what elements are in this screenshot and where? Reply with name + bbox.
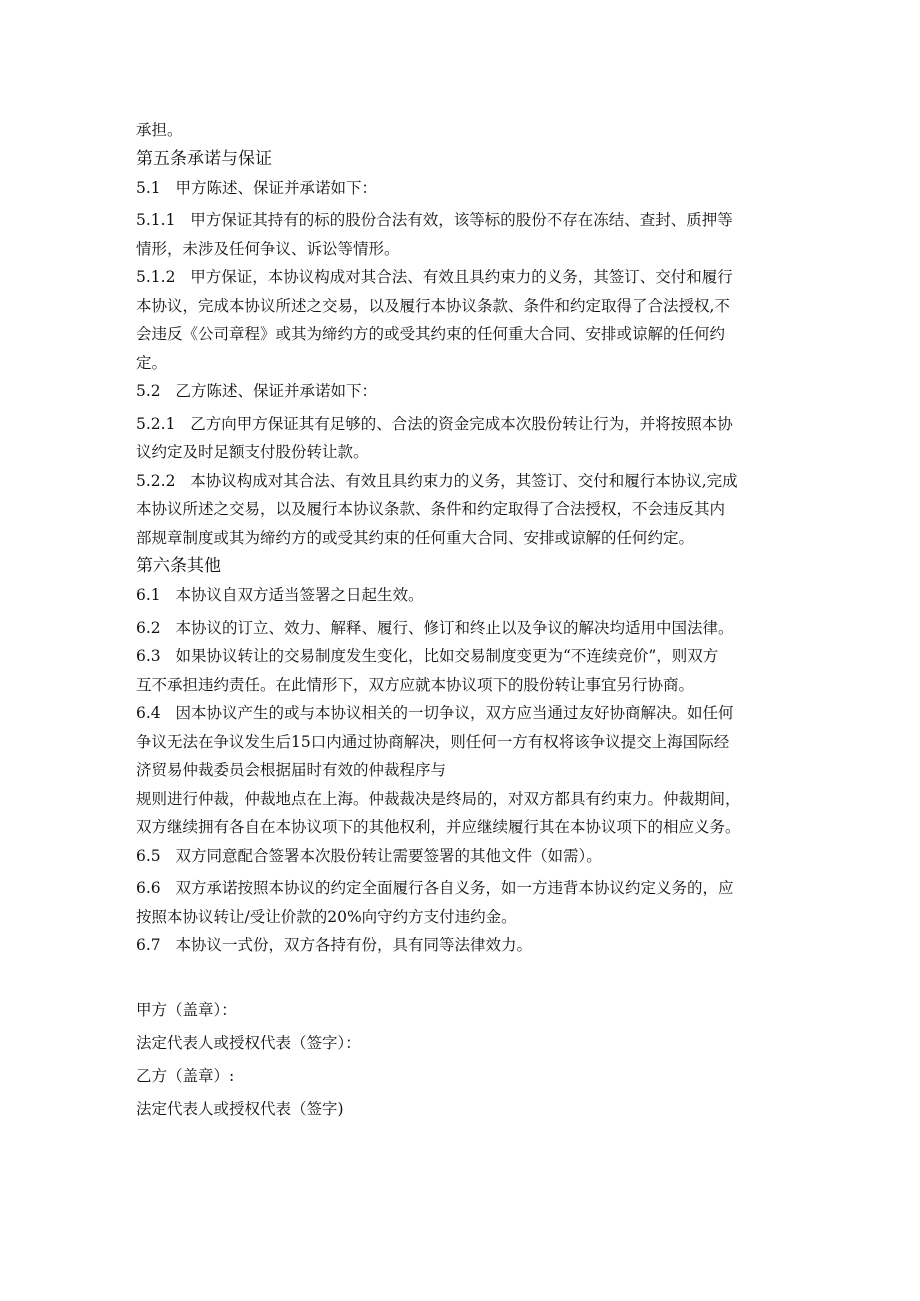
clause-text: 本协议的订立、效力、解释、履行、修订和终止以及争议的解决均适用中国法律。 [175, 618, 734, 637]
clause-text: 本协议一式份，双方各持有份，具有同等法律效力。 [175, 936, 532, 954]
clause-text: 双方承诺按照本协议的约定全面履行各自义务，如一方违背本协议约定义务的，应 [175, 879, 734, 897]
clause-number: 6.7 [136, 936, 161, 954]
clause-number: 5.1 [136, 178, 161, 197]
clause-text: 因本协议产生的或与本协议相关的一切争议，双方应当通过友好协商解决。如任何 [175, 704, 734, 722]
clause-6-6-line2: 按照本协议转让/受让价款的20%向守约方支付违约金。 [136, 907, 517, 926]
party-b-representative-label: 法定代表人或授权代表（签字) [136, 1099, 344, 1118]
clause-number: 6.1 [136, 586, 161, 604]
clause-5-1-2-line4: 定。 [136, 353, 168, 372]
clause-number: 5.2.2 [136, 471, 176, 490]
clause-6-5 [136, 842, 796, 871]
clause-number: 6.6 [136, 879, 161, 897]
clause-text: 乙方向甲方保证其有足够的、合法的资金完成本次股份转让行为，并将按照本协 [190, 414, 733, 433]
clause-text: 本协议构成对其合法、有效且具约束力的义务，其签订、交付和履行本协议,完成 [190, 471, 738, 490]
clause-number: 6.2 [136, 618, 161, 637]
clause-5-1-1-line1 [136, 206, 796, 235]
clause-5-1-2-line2: 本协议，完成本协议所述之交易，以及履行本协议条款、条件和约定取得了合法授权,不 [136, 296, 730, 315]
clause-number: 6.5 [136, 846, 161, 865]
clause-6-6-line1 [136, 874, 796, 903]
clause-text: 双方同意配合签署本次股份转让需要签署的其他文件（如需）。 [175, 846, 602, 865]
clause-5-2-2-line1 [136, 467, 796, 496]
clause-5-2-2-line3: 部规章制度或其为缔约方的或受其约束的任何重大合同、安排或谅解的任何约定。 [136, 528, 695, 547]
clause-6-4-line5: 双方继续拥有各自在本协议项下的其他权利，并应继续履行其在本协议项下的相应义务。 [136, 818, 741, 836]
carryover-text: 承担。 [136, 121, 183, 139]
clause-number: 6.3 [136, 647, 161, 665]
clause-text: 乙方陈述、保证并承诺如下： [175, 382, 377, 400]
clause-5-1-1-line2: 情形，未涉及任何争议、诉讼等情形。 [136, 239, 400, 258]
clause-6-4-line3: 济贸易仲裁委员会根据届时有效的仲裁程序与 [136, 761, 447, 779]
clause-number: 5.2 [136, 382, 161, 400]
clause-6-1 [136, 581, 796, 610]
clause-text: 甲方陈述、保证并承诺如下： [175, 178, 377, 197]
clause-5-2-1-line2: 议约定及时足额支付股份转让款。 [136, 443, 369, 461]
clause-6-2 [136, 614, 796, 643]
clause-text: 甲方保证其持有的标的股份合法有效，该等标的股份不存在冻结、查封、质押等 [190, 211, 733, 229]
clause-6-4-line1 [136, 699, 796, 728]
party-b-seal-label: 乙方（盖章）: [136, 1066, 235, 1085]
clause-number: 5.2.1 [136, 414, 176, 433]
clause-text: 如果协议转让的交易制度发生变化，比如交易制度变更为“不连续竞价”，则双方 [175, 647, 719, 665]
clause-6-4-line4: 规则进行仲裁，仲裁地点在上海。仲裁裁决是终局的，对双方都具有约束力。仲裁期间， [136, 789, 741, 808]
clause-5-2 [136, 377, 796, 406]
clause-number: 5.1.1 [136, 211, 176, 229]
clause-6-3-line2: 互不承担违约责任。在此情形下，双方应就本协议项下的股份转让事宜另行协商。 [136, 675, 695, 694]
clause-text: 甲方保证，本协议构成对其合法、有效且具约束力的义务，其签订、交付和履行 [190, 268, 733, 286]
document-body [136, 116, 796, 1126]
clause-6-3-line1 [136, 642, 796, 671]
clause-5-2-1-line1 [136, 410, 796, 439]
article-6-title: 第六条其他 [136, 556, 221, 576]
clause-6-7 [136, 931, 796, 960]
clause-5-2-2-line2: 本协议所述之交易，以及履行本协议条款、条件和约定取得了合法授权，不会违反其内 [136, 500, 726, 518]
article-5-title: 第五条承诺与保证 [136, 148, 272, 169]
party-a-seal-label: 甲方（盖章）： [136, 1000, 237, 1019]
clause-6-4-line2: 争议无法在争议发生后15口内通过协商解决，则任何一方有权将该争议提交上海国际经 [136, 732, 730, 751]
clause-number: 6.4 [136, 704, 161, 722]
party-a-representative-label: 法定代表人或授权代表（签字）： [136, 1033, 361, 1052]
clause-5-1 [136, 174, 796, 203]
clause-text: 本协议自双方适当签署之日起生效。 [175, 586, 424, 604]
clause-5-1-2-line1 [136, 263, 796, 292]
clause-5-1-2-line3: 会违反《公司章程》或其为缔约方的或受其约束的任何重大合同、安排或谅解的任何约 [136, 325, 726, 343]
clause-number: 5.1.2 [136, 268, 176, 286]
